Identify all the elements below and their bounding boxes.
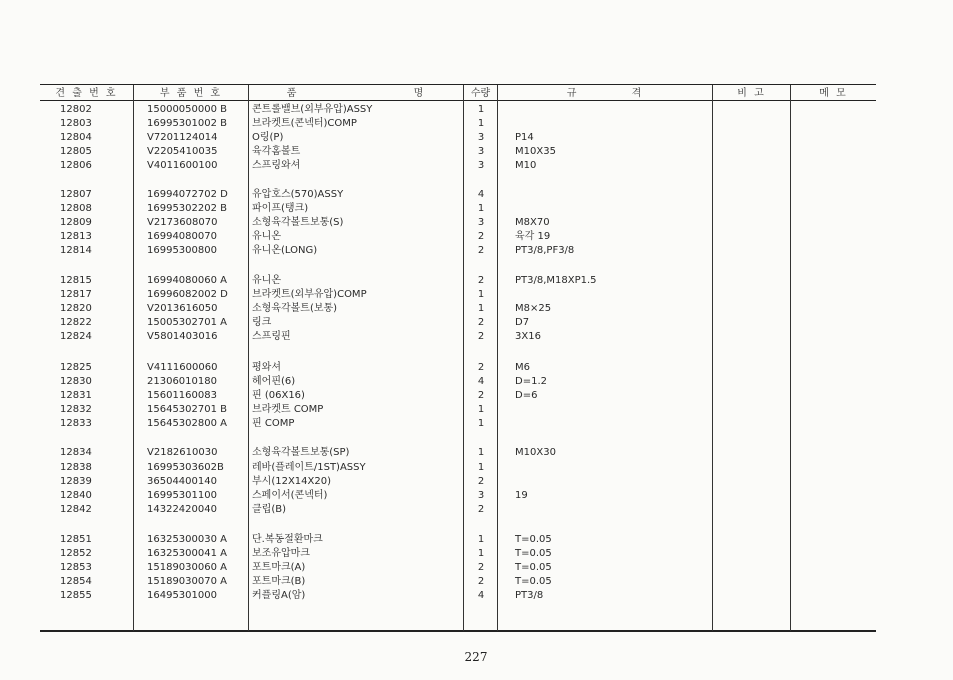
item-number: 12840 [60, 490, 92, 501]
table-row [0, 159, 953, 173]
item-number: 12802 [60, 104, 92, 115]
part-name: 콘트롤밸브(외부유압)ASSY [252, 104, 373, 115]
part-number: 16994080070 [147, 231, 217, 242]
quantity: 1 [477, 104, 485, 115]
table-row [0, 361, 953, 375]
part-name: 링크 [252, 317, 272, 328]
part-name: 소형육각볼트(보통) [252, 303, 338, 314]
quantity: 2 [477, 331, 485, 342]
part-name: 소형육각볼트보통(SP) [252, 447, 350, 458]
item-number: 12830 [60, 376, 92, 387]
part-name: 육각홈볼트 [252, 146, 301, 157]
item-number: 12825 [60, 362, 92, 373]
part-number: 16994080060 A [147, 275, 228, 286]
part-name: 유니온(LONG) [252, 245, 318, 256]
quantity: 2 [477, 504, 485, 515]
item-number: 12838 [60, 462, 92, 473]
part-number: 16995300800 [147, 245, 217, 256]
part-name: 브라켓트(콘넥터)COMP [252, 118, 357, 129]
table-top-rule [40, 84, 876, 85]
part-number: 15601160083 [147, 390, 217, 401]
part-number: 16995303602B [147, 462, 224, 473]
quantity: 2 [477, 390, 485, 401]
quantity: 2 [477, 562, 485, 573]
part-name: 포트마크(B) [252, 576, 306, 587]
specification: M10X30 [515, 447, 556, 458]
table-row [0, 561, 953, 575]
quantity: 2 [477, 275, 485, 286]
part-number: 15645302800 A [147, 418, 228, 429]
part-name: 유압호스(570)ASSY [252, 189, 344, 200]
table-row [0, 188, 953, 202]
header-remark: 비 고 [737, 88, 766, 99]
item-number: 12824 [60, 331, 92, 342]
quantity: 1 [477, 203, 485, 214]
item-number: 12808 [60, 203, 92, 214]
item-number: 12815 [60, 275, 92, 286]
item-number: 12839 [60, 476, 92, 487]
item-number: 12854 [60, 576, 92, 587]
part-name: 레바(플레이트/1ST)ASSY [252, 462, 366, 473]
part-name: 소형육각볼트보통(S) [252, 217, 344, 228]
specification: P14 [515, 132, 534, 143]
part-name: 부시(12X14X20) [252, 476, 331, 487]
part-name: 브라켓트 COMP [252, 404, 324, 415]
quantity: 2 [477, 231, 485, 242]
table-row [0, 202, 953, 216]
part-name: 핀 COMP [252, 418, 295, 429]
part-number: V2013616050 [147, 303, 218, 314]
table-row [0, 274, 953, 288]
specification: T=0.05 [515, 562, 552, 573]
specification: D=6 [515, 390, 538, 401]
quantity: 4 [477, 590, 485, 601]
quantity: 2 [477, 362, 485, 373]
page-number: 227 [464, 650, 488, 664]
item-number: 12842 [60, 504, 92, 515]
specification: 육각 19 [515, 231, 551, 242]
table-row [0, 330, 953, 344]
part-number: V4111600060 [147, 362, 218, 373]
item-number: 12831 [60, 390, 92, 401]
quantity: 4 [477, 376, 485, 387]
part-name: 유니온 [252, 275, 281, 286]
specification: T=0.05 [515, 576, 552, 587]
quantity: 2 [477, 576, 485, 587]
part-name: 파이프(탱크) [252, 203, 309, 214]
part-number: V7201124014 [147, 132, 218, 143]
part-name: 평와셔 [252, 362, 281, 373]
item-number: 12822 [60, 317, 92, 328]
table-row [0, 131, 953, 145]
quantity: 3 [477, 132, 485, 143]
quantity: 1 [477, 462, 485, 473]
table-row [0, 489, 953, 503]
table-row [0, 375, 953, 389]
part-name: 헤어핀(6) [252, 376, 296, 387]
item-number: 12834 [60, 447, 92, 458]
part-name: 유니온 [252, 231, 281, 242]
table-row [0, 244, 953, 258]
quantity: 2 [477, 476, 485, 487]
part-number: 36504400140 [147, 476, 217, 487]
item-number: 12855 [60, 590, 92, 601]
part-name: 단.복동절환마크 [252, 534, 323, 545]
item-number: 12820 [60, 303, 92, 314]
quantity: 2 [477, 317, 485, 328]
specification: M8X70 [515, 217, 550, 228]
header-memo: 메 모 [819, 88, 848, 99]
quantity: 1 [477, 303, 485, 314]
table-row [0, 389, 953, 403]
part-name: 스페이서(콘넥터) [252, 490, 328, 501]
header-spec: 규 격 [566, 88, 644, 99]
specification: T=0.05 [515, 548, 552, 559]
table-row [0, 446, 953, 460]
table-row [0, 589, 953, 603]
header-bottom-rule [40, 100, 876, 101]
quantity: 3 [477, 490, 485, 501]
item-number: 12853 [60, 562, 92, 573]
item-number: 12805 [60, 146, 92, 157]
part-number: V4011600100 [147, 160, 218, 171]
item-number: 12809 [60, 217, 92, 228]
quantity: 2 [477, 245, 485, 256]
part-number: 16325300041 A [147, 548, 228, 559]
item-number: 12803 [60, 118, 92, 129]
item-number: 12833 [60, 418, 92, 429]
specification: T=0.05 [515, 534, 552, 545]
table-row [0, 103, 953, 117]
part-name: 스프링와셔 [252, 160, 301, 171]
quantity: 1 [477, 548, 485, 559]
header-quantity: 수량 [470, 88, 491, 99]
part-number: 15005302701 A [147, 317, 228, 328]
specification: D=1.2 [515, 376, 547, 387]
table-row [0, 288, 953, 302]
table-row [0, 216, 953, 230]
table-row [0, 145, 953, 159]
quantity: 3 [477, 146, 485, 157]
part-number: 16994072702 D [147, 189, 228, 200]
table-row [0, 575, 953, 589]
specification: 3X16 [515, 331, 541, 342]
part-number: 16325300030 A [147, 534, 228, 545]
part-number: 15000050000 B [147, 104, 228, 115]
item-number: 12813 [60, 231, 92, 242]
item-number: 12814 [60, 245, 92, 256]
specification: PT3/8,PF3/8 [515, 245, 575, 256]
part-number: 16995302202 B [147, 203, 228, 214]
part-number: 16995301100 [147, 490, 217, 501]
quantity: 1 [477, 118, 485, 129]
part-name: 포트마크(A) [252, 562, 306, 573]
table-row [0, 316, 953, 330]
part-number: V2173608070 [147, 217, 218, 228]
specification: D7 [515, 317, 530, 328]
part-name: 브라켓트(외부유압)COMP [252, 289, 367, 300]
part-number: 15645302701 B [147, 404, 228, 415]
table-row [0, 461, 953, 475]
table-row [0, 403, 953, 417]
specification: M8×25 [515, 303, 552, 314]
table-row [0, 117, 953, 131]
specification: M10X35 [515, 146, 556, 157]
part-name: 커플링A(암) [252, 590, 306, 601]
part-number: V2182610030 [147, 447, 218, 458]
specification: M6 [515, 362, 530, 373]
table-row [0, 547, 953, 561]
part-name: 클립(B) [252, 504, 286, 515]
part-number: 15189030060 A [147, 562, 228, 573]
item-number: 12804 [60, 132, 92, 143]
part-number: 16495301000 [147, 590, 217, 601]
part-number: 14322420040 [147, 504, 217, 515]
part-number: 21306010180 [147, 376, 217, 387]
header-part-name: 품 명 [286, 88, 426, 99]
quantity: 1 [477, 534, 485, 545]
header-part-no: 부 품 번 호 [159, 88, 223, 99]
quantity: 1 [477, 418, 485, 429]
table-row [0, 475, 953, 489]
part-number: 15189030070 A [147, 576, 228, 587]
quantity: 3 [477, 217, 485, 228]
table-row [0, 503, 953, 517]
item-number: 12832 [60, 404, 92, 415]
table-row [0, 533, 953, 547]
specification: M10 [515, 160, 537, 171]
part-number: V2205410035 [147, 146, 218, 157]
specification: PT3/8,M18XP1.5 [515, 275, 597, 286]
specification: PT3/8 [515, 590, 544, 601]
table-row [0, 302, 953, 316]
part-number: V5801403016 [147, 331, 218, 342]
part-name: 보조유압마크 [252, 548, 310, 559]
item-number: 12806 [60, 160, 92, 171]
table-row [0, 230, 953, 244]
quantity: 3 [477, 160, 485, 171]
quantity: 1 [477, 404, 485, 415]
part-number: 16996082002 D [147, 289, 228, 300]
item-number: 12807 [60, 189, 92, 200]
part-name: 핀 (06X16) [252, 390, 305, 401]
part-number: 16995301002 B [147, 118, 228, 129]
quantity: 4 [477, 189, 485, 200]
part-name: O링(P) [252, 132, 284, 143]
part-name: 스프링핀 [252, 331, 291, 342]
quantity: 1 [477, 289, 485, 300]
table-bottom-rule [40, 630, 876, 632]
quantity: 1 [477, 447, 485, 458]
item-number: 12851 [60, 534, 92, 545]
table-row [0, 417, 953, 431]
header-item-no: 견 출 번 호 [55, 88, 118, 99]
specification: 19 [515, 490, 528, 501]
item-number: 12852 [60, 548, 92, 559]
item-number: 12817 [60, 289, 92, 300]
